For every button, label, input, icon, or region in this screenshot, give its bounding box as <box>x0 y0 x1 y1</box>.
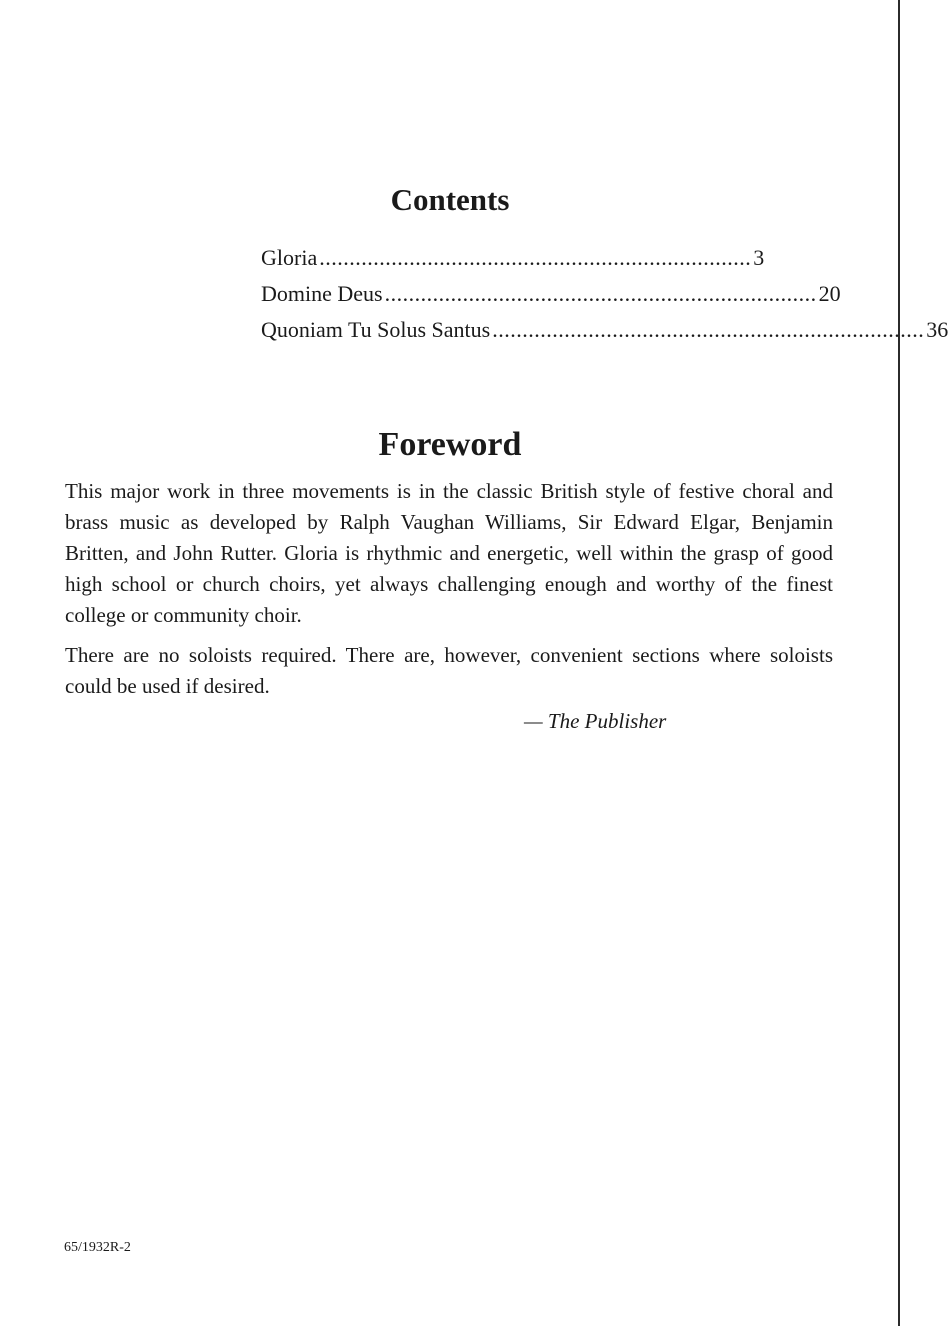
toc-entry-page: 20 <box>818 281 841 306</box>
toc-entry-page: 3 <box>753 245 765 270</box>
foreword-body <box>65 476 833 711</box>
leader-dots: ........................................................................ <box>492 317 925 342</box>
toc-entry-domine-deus[interactable] <box>261 276 841 312</box>
foreword-paragraph: There are no soloists required. There are, however, convenient sections where soloists could be used if desired. <box>65 643 833 698</box>
toc-entry-quoniam[interactable] <box>261 312 948 348</box>
leader-dots: ........................................................................ <box>384 281 817 306</box>
foreword-paragraph: This major work in three movements is in the classic British style of festive choral and brass music as developed by Ralph Vaughan Williams, Sir Edward Elgar, Benjamin Britten, and John Rutter. Gloria is rhythmic and energetic, well within the grasp of good high school or church choirs, yet always challenging enough and worthy of the finest college or community choir. <box>65 479 833 627</box>
leader-dots: ........................................................................ <box>319 245 752 270</box>
toc-entry-gloria[interactable] <box>261 240 765 276</box>
contents-heading: Contents <box>390 182 510 217</box>
table-of-contents <box>261 240 948 348</box>
toc-entry-label: Gloria <box>261 245 318 270</box>
toc-entry-page: 36 <box>926 317 948 342</box>
foreword-heading: Foreword <box>378 426 522 463</box>
toc-entry-label: Quoniam Tu Solus Santus <box>261 317 491 342</box>
toc-entry-label: Domine Deus <box>261 281 383 306</box>
foreword-signature: — The Publisher <box>524 709 667 733</box>
catalog-code: 65/1932R-2 <box>64 1240 131 1255</box>
